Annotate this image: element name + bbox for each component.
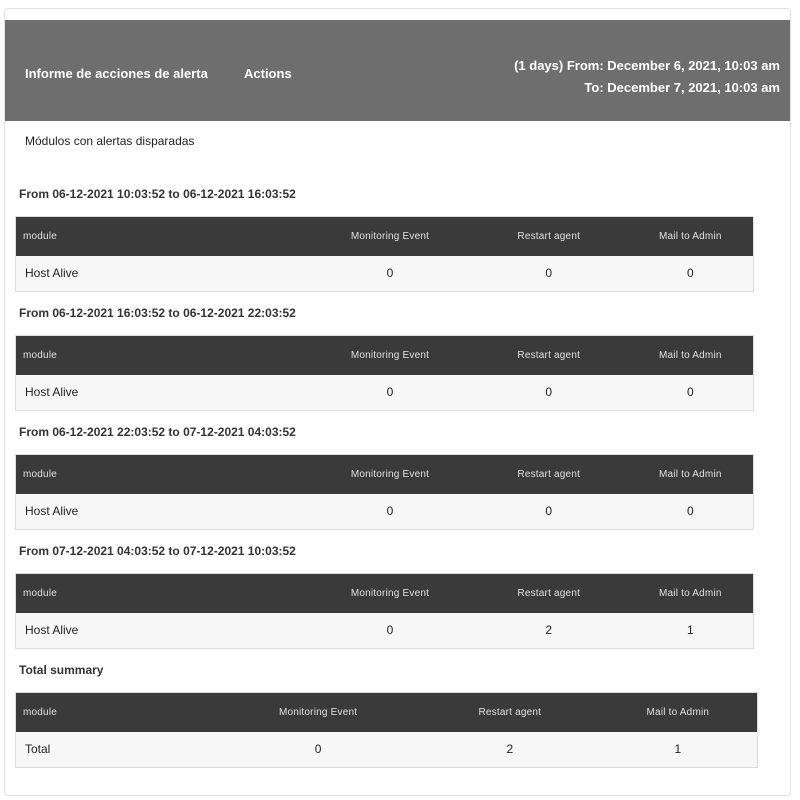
- date-range-from: (1 days) From: December 6, 2021, 10:03 am: [514, 58, 780, 73]
- column-header-mail-to-admin: Mail to Admin: [659, 349, 722, 361]
- period-label: From 06-12-2021 22:03:52 to 07-12-2021 04:03:52: [19, 425, 296, 439]
- cell-monitoring-event: 0: [386, 266, 394, 281]
- column-header-module: module: [23, 230, 57, 242]
- column-header-monitoring-event: Monitoring Event: [350, 349, 430, 361]
- column-header-mail-to-admin: Mail to Admin: [659, 230, 722, 242]
- report-header: [5, 20, 790, 121]
- cell-restart-agent: 0: [545, 385, 553, 400]
- cell-mail-to-admin: 0: [686, 266, 694, 281]
- date-range: [514, 55, 780, 99]
- table-header-row: [16, 574, 754, 613]
- cell-mail-to-admin: 1: [686, 623, 694, 638]
- period-label: From 06-12-2021 10:03:52 to 06-12-2021 16:03:52: [19, 187, 296, 201]
- table-header-row: [16, 217, 754, 256]
- column-header-monitoring-event: Monitoring Event: [350, 587, 430, 599]
- cell-module: Host Alive: [25, 266, 79, 281]
- table-row: [16, 494, 754, 530]
- column-header-restart-agent: Restart agent: [517, 349, 581, 361]
- period-table: [15, 454, 754, 530]
- column-header-monitoring-event: Monitoring Event: [350, 230, 430, 242]
- cell-module: Total: [25, 742, 51, 757]
- column-header-module: module: [23, 468, 57, 480]
- report-title: Informe de acciones de alerta: [25, 66, 208, 81]
- cell-mail-to-admin: 0: [686, 504, 694, 519]
- period-table: [15, 216, 754, 292]
- date-range-to: To: December 7, 2021, 10:03 am: [584, 80, 780, 95]
- cell-restart-agent: 0: [545, 504, 553, 519]
- table-row: [16, 732, 758, 768]
- column-header-module: module: [23, 349, 57, 361]
- table-header-row: [16, 455, 754, 494]
- summary-table: [15, 692, 758, 768]
- cell-module: Host Alive: [25, 623, 79, 638]
- table-row: [16, 375, 754, 411]
- table-header-row: [16, 336, 754, 375]
- column-header-restart-agent: Restart agent: [517, 230, 581, 242]
- column-header-module: module: [23, 587, 57, 599]
- column-header-restart-agent: Restart agent: [517, 587, 581, 599]
- cell-monitoring-event: 0: [386, 623, 394, 638]
- cell-mail-to-admin: 0: [686, 385, 694, 400]
- column-header-mail-to-admin: Mail to Admin: [659, 468, 722, 480]
- column-header-restart-agent: Restart agent: [478, 706, 542, 718]
- column-header-mail-to-admin: Mail to Admin: [646, 706, 710, 718]
- table-header-row: [16, 693, 758, 732]
- column-header-monitoring-event: Monitoring Event: [350, 468, 430, 480]
- column-header-restart-agent: Restart agent: [517, 468, 581, 480]
- section-subtitle: Módulos con alertas disparadas: [25, 134, 195, 148]
- period-table: [15, 573, 754, 649]
- cell-restart-agent: 2: [545, 623, 553, 638]
- actions-label: Actions: [244, 66, 292, 81]
- cell-mail-to-admin: 1: [674, 742, 682, 757]
- column-header-module: module: [23, 706, 57, 718]
- cell-restart-agent: 2: [506, 742, 514, 757]
- period-label: From 07-12-2021 04:03:52 to 07-12-2021 10:03:52: [19, 544, 296, 558]
- cell-module: Host Alive: [25, 504, 79, 519]
- cell-monitoring-event: 0: [314, 742, 322, 757]
- cell-module: Host Alive: [25, 385, 79, 400]
- column-header-monitoring-event: Monitoring Event: [278, 706, 358, 718]
- cell-monitoring-event: 0: [386, 504, 394, 519]
- summary-label: Total summary: [19, 663, 104, 677]
- period-table: [15, 335, 754, 411]
- cell-restart-agent: 0: [545, 266, 553, 281]
- table-row: [16, 613, 754, 649]
- period-label: From 06-12-2021 16:03:52 to 06-12-2021 22:03:52: [19, 306, 296, 320]
- cell-monitoring-event: 0: [386, 385, 394, 400]
- table-row: [16, 256, 754, 292]
- column-header-mail-to-admin: Mail to Admin: [659, 587, 722, 599]
